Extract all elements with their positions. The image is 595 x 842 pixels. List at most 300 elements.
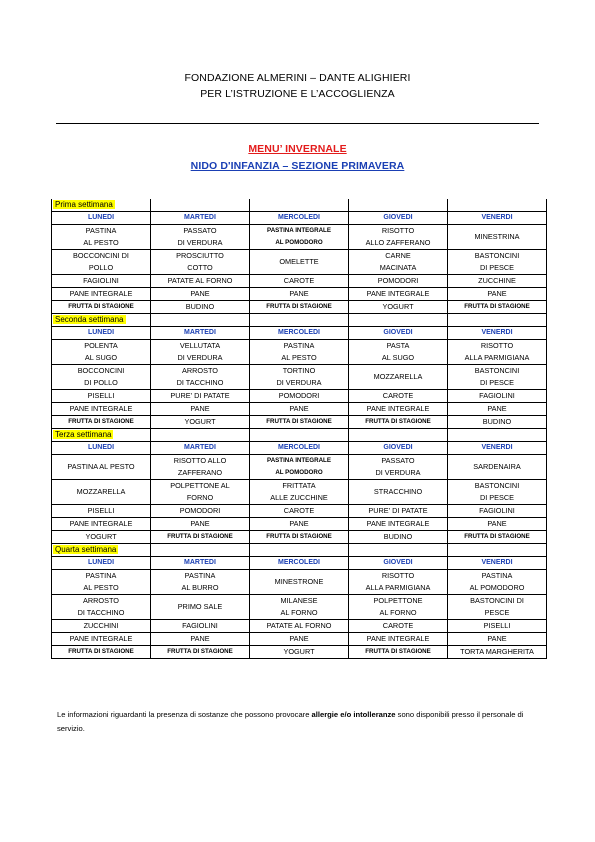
meal-cell [448, 301, 547, 314]
meal-text: POLENTA [84, 341, 118, 350]
meal-text: AL SUGO [84, 353, 118, 362]
meal-text: SARDENAIRA [473, 462, 521, 471]
menu-table [51, 199, 547, 659]
meal-text: CAROTE [382, 391, 414, 400]
meal-row [52, 518, 547, 531]
meal-row [52, 505, 547, 518]
meal-cell [52, 595, 151, 620]
week-label-row [52, 544, 547, 557]
meal-text: FRUTTA DI STAGIONE [464, 533, 530, 540]
meal-cell [151, 518, 250, 531]
header-line-1: FONDAZIONE ALMERINI – DANTE ALIGHIERI [184, 72, 411, 84]
meal-text: CAROTE [283, 506, 315, 515]
meal-text: DI VERDURA [375, 468, 421, 477]
meal-row [52, 403, 547, 416]
day-header: GIOVEDI [349, 212, 448, 225]
meal-text: ZAFFERANO [177, 468, 223, 477]
meal-cell [250, 250, 349, 275]
empty-cell [250, 199, 349, 212]
day-header: VENERDI [448, 212, 547, 225]
meal-text: POLPETTONE AL [170, 481, 230, 490]
meal-text: BASTONCINI [474, 366, 520, 375]
meal-text: FORNO [186, 493, 214, 502]
meal-text: PATATE AL FORNO [167, 276, 233, 285]
meal-row [52, 416, 547, 429]
meal-text: CARNE [385, 251, 411, 260]
meal-text: FAGIOLINI [479, 391, 515, 400]
meal-cell [52, 570, 151, 595]
day-header-row [52, 442, 547, 455]
day-header: LUNEDI [52, 212, 151, 225]
meal-text: DI PESCE [479, 378, 515, 387]
meal-text: FRUTTA DI STAGIONE [68, 648, 134, 655]
meal-text: POMODORI [377, 276, 419, 285]
meal-text: BUDINO [383, 532, 413, 541]
meal-row [52, 250, 547, 275]
empty-cell [349, 544, 448, 557]
meal-cell [349, 390, 448, 403]
meal-text: BUDINO [482, 417, 512, 426]
meal-text: ARROSTO [83, 596, 119, 605]
meal-cell [448, 225, 547, 250]
meal-text: FRUTTA DI STAGIONE [68, 418, 134, 425]
meal-text: DI VERDURA [276, 378, 322, 387]
week-label-row [52, 199, 547, 212]
meal-cell [448, 390, 547, 403]
day-header: MERCOLEDI [250, 327, 349, 340]
empty-cell [250, 544, 349, 557]
meal-cell [151, 480, 250, 505]
meal-text: FRUTTA DI STAGIONE [464, 303, 530, 310]
meal-text: STRACCHINO [373, 487, 423, 496]
meal-cell [52, 646, 151, 659]
day-header-row [52, 212, 547, 225]
meal-cell [349, 250, 448, 275]
meal-cell [151, 250, 250, 275]
week-label-cell [52, 544, 151, 557]
meal-cell [448, 646, 547, 659]
meal-text: PANE [289, 519, 309, 528]
meal-cell [52, 531, 151, 544]
meal-text: DI PESCE [479, 263, 515, 272]
meal-text: POLLO [88, 263, 114, 272]
meal-text: PANE [487, 289, 507, 298]
week-label: Quarta settimana [55, 545, 117, 554]
empty-cell [349, 429, 448, 442]
meal-text: FAGIOLINI [479, 506, 515, 515]
meal-text: ALLO ZAFFERANO [365, 238, 431, 247]
meal-row [52, 620, 547, 633]
meal-text: PASTINA INTEGRALE [267, 227, 331, 234]
meal-text: MINESTRINA [474, 232, 520, 241]
meal-text: POLPETTONE [373, 596, 423, 605]
meal-text: RISOTTO ALLO [173, 456, 227, 465]
meal-row [52, 531, 547, 544]
day-header: MARTEDI [151, 212, 250, 225]
meal-text: POMODORI [179, 506, 221, 515]
meal-cell [52, 403, 151, 416]
meal-text: YOGURT [85, 532, 117, 541]
meal-text: TORTINO [282, 366, 316, 375]
meal-text: PANE [190, 634, 210, 643]
meal-text: PASTINA AL PESTO [67, 462, 135, 471]
header-divider [56, 123, 539, 124]
meal-text: PANE [190, 289, 210, 298]
meal-cell [448, 480, 547, 505]
meal-text: PASTINA [481, 571, 513, 580]
day-header: GIOVEDI [349, 327, 448, 340]
meal-row [52, 480, 547, 505]
meal-cell [250, 620, 349, 633]
meal-cell [250, 225, 349, 250]
day-header-row [52, 557, 547, 570]
meal-cell [448, 595, 547, 620]
meal-cell [52, 225, 151, 250]
meal-text: RISOTTO [381, 226, 415, 235]
week-label-cell [52, 429, 151, 442]
meal-text: RISOTTO [480, 341, 514, 350]
meal-cell [448, 275, 547, 288]
day-header: MERCOLEDI [250, 442, 349, 455]
meal-cell [250, 365, 349, 390]
meal-text: PANE INTEGRALE [69, 404, 133, 413]
meal-text: POMODORI [278, 391, 320, 400]
meal-cell [349, 275, 448, 288]
empty-cell [151, 544, 250, 557]
meal-cell [52, 620, 151, 633]
meal-text: ARROSTO [182, 366, 218, 375]
meal-cell [250, 275, 349, 288]
meal-text: PANE INTEGRALE [69, 519, 133, 528]
meal-cell [151, 365, 250, 390]
meal-text: ALLA PARMIGIANA [365, 583, 431, 592]
empty-cell [448, 544, 547, 557]
meal-text: PANE INTEGRALE [366, 404, 430, 413]
meal-cell [250, 505, 349, 518]
meal-text: FRUTTA DI STAGIONE [68, 303, 134, 310]
meal-cell [250, 416, 349, 429]
meal-text: BUDINO [185, 302, 215, 311]
meal-cell [151, 455, 250, 480]
meal-text: YOGURT [283, 647, 315, 656]
meal-text: MINESTRONE [274, 577, 324, 586]
empty-cell [250, 314, 349, 327]
meal-cell [250, 340, 349, 365]
meal-row [52, 595, 547, 620]
meal-text: PANE INTEGRALE [366, 519, 430, 528]
week-label-cell [52, 199, 151, 212]
meal-text: PANE [289, 634, 309, 643]
meal-cell [349, 403, 448, 416]
meal-cell [448, 570, 547, 595]
meal-cell [349, 595, 448, 620]
meal-cell [250, 531, 349, 544]
meal-text: AL SUGO [381, 353, 415, 362]
meal-row [52, 365, 547, 390]
week-label: Terza settimana [55, 430, 112, 439]
meal-cell [448, 416, 547, 429]
meal-cell [349, 531, 448, 544]
meal-cell [349, 480, 448, 505]
empty-cell [448, 314, 547, 327]
day-header: VENERDI [448, 327, 547, 340]
meal-cell [349, 518, 448, 531]
meal-text: ALLE ZUCCHINE [270, 493, 328, 502]
meal-text: OMELETTE [279, 257, 319, 266]
meal-cell [448, 518, 547, 531]
day-header: GIOVEDI [349, 442, 448, 455]
meal-text: PURE' DI PATATE [368, 506, 428, 515]
meal-cell [151, 416, 250, 429]
meal-cell [448, 340, 547, 365]
meal-text: AL PESTO [281, 353, 317, 362]
empty-cell [349, 314, 448, 327]
meal-text: DI POLLO [84, 378, 118, 387]
meal-text: PANE INTEGRALE [366, 634, 430, 643]
day-header: GIOVEDI [349, 557, 448, 570]
meal-text: FAGIOLINI [83, 276, 119, 285]
meal-cell [448, 250, 547, 275]
meal-cell [151, 505, 250, 518]
meal-text: PASSATO [183, 226, 217, 235]
meal-cell [349, 301, 448, 314]
week-label-row [52, 429, 547, 442]
meal-cell [151, 340, 250, 365]
meal-cell [151, 390, 250, 403]
meal-text: PISELLI [87, 391, 115, 400]
meal-row [52, 301, 547, 314]
meal-cell [448, 403, 547, 416]
meal-text: MOZZARELLA [373, 372, 423, 381]
allergy-footnote [57, 708, 541, 736]
meal-text: ALLA PARMIGIANA [464, 353, 530, 362]
day-header-row [52, 327, 547, 340]
meal-cell [250, 390, 349, 403]
meal-cell [349, 416, 448, 429]
meal-cell [52, 633, 151, 646]
meal-cell [151, 288, 250, 301]
day-header: MARTEDI [151, 442, 250, 455]
meal-cell [52, 480, 151, 505]
meal-text: CAROTE [382, 621, 414, 630]
day-header: VENERDI [448, 557, 547, 570]
footnote-text-2: sono disponibili presso il personale di servizio. [57, 710, 524, 733]
meal-cell [349, 570, 448, 595]
meal-text: VELLUTATA [179, 341, 221, 350]
meal-text: YOGURT [382, 302, 414, 311]
empty-cell [349, 199, 448, 212]
meal-text: FRUTTA DI STAGIONE [167, 533, 233, 540]
meal-cell [151, 531, 250, 544]
day-header: LUNEDI [52, 442, 151, 455]
meal-text: PASTINA INTEGRALE [267, 457, 331, 464]
meal-cell [151, 275, 250, 288]
meal-row [52, 288, 547, 301]
meal-text: BOCCONCINI [77, 366, 125, 375]
meal-cell [448, 620, 547, 633]
meal-text: BASTONCINI DI [470, 596, 524, 605]
meal-text: AL POMODORO [275, 239, 323, 246]
meal-cell [52, 518, 151, 531]
meal-text: PESCE [484, 608, 510, 617]
menu-title: MENU’ INVERNALE [248, 143, 347, 155]
meal-text: PISELLI [87, 506, 115, 515]
meal-cell [52, 250, 151, 275]
meal-row [52, 225, 547, 250]
meal-text: PASTA [386, 341, 410, 350]
meal-text: FAGIOLINI [182, 621, 218, 630]
meal-cell [151, 403, 250, 416]
meal-cell [250, 480, 349, 505]
meal-cell [52, 455, 151, 480]
meal-text: DI PESCE [479, 493, 515, 502]
meal-text: PANE [487, 634, 507, 643]
meal-text: MACINATA [379, 263, 417, 272]
meal-text: AL POMODORO [469, 583, 525, 592]
header-line-2: PER L’ISTRUZIONE E L’ACCOGLIENZA [200, 88, 395, 100]
meal-text: AL PESTO [83, 238, 119, 247]
meal-text: AL FORNO [280, 608, 318, 617]
meal-cell [52, 505, 151, 518]
footnote-bold: allergie e/o intolleranze [311, 710, 396, 719]
meal-cell [52, 340, 151, 365]
meal-text: PROSCIUTTO [176, 251, 224, 260]
meal-row [52, 455, 547, 480]
footnote-text-1: Le informazioni riguardanti la presenza di sostanze che possono provocare [57, 710, 312, 719]
meal-cell [52, 275, 151, 288]
meal-text: DI VERDURA [177, 238, 223, 247]
meal-cell [448, 531, 547, 544]
meal-cell [250, 646, 349, 659]
meal-cell [349, 646, 448, 659]
meal-cell [52, 390, 151, 403]
meal-text: DI TACCHINO [77, 608, 125, 617]
meal-row [52, 340, 547, 365]
meal-text: PASTINA [85, 571, 117, 580]
meal-row [52, 390, 547, 403]
meal-cell [52, 365, 151, 390]
meal-cell [151, 595, 250, 620]
meal-cell [52, 416, 151, 429]
meal-cell [52, 288, 151, 301]
meal-text: BASTONCINI [474, 481, 520, 490]
day-header: MERCOLEDI [250, 212, 349, 225]
meal-text: PRIMO SALE [177, 602, 223, 611]
meal-text: FRUTTA DI STAGIONE [167, 648, 233, 655]
meal-text: PURE' DI PATATE [170, 391, 230, 400]
meal-text: PANE INTEGRALE [69, 289, 133, 298]
week-label-row [52, 314, 547, 327]
day-header: MERCOLEDI [250, 557, 349, 570]
menu-subtitle: NIDO D'INFANZIA – SEZIONE PRIMAVERA [190, 160, 405, 172]
day-header: LUNEDI [52, 557, 151, 570]
day-header: VENERDI [448, 442, 547, 455]
meal-cell [250, 518, 349, 531]
meal-row [52, 633, 547, 646]
week-label: Seconda settimana [55, 315, 124, 324]
meal-text: BASTONCINI [474, 251, 520, 260]
meal-cell [151, 301, 250, 314]
meal-text: FRITTATA [282, 481, 316, 490]
meal-row [52, 646, 547, 659]
meal-text: AL BURRO [181, 583, 219, 592]
day-header: LUNEDI [52, 327, 151, 340]
meal-text: FRUTTA DI STAGIONE [266, 533, 332, 540]
meal-text: DI TACCHINO [176, 378, 224, 387]
meal-text: FRUTTA DI STAGIONE [365, 418, 431, 425]
meal-cell [151, 620, 250, 633]
meal-cell [448, 288, 547, 301]
meal-text: AL FORNO [379, 608, 417, 617]
meal-text: FRUTTA DI STAGIONE [365, 648, 431, 655]
meal-text: PANE [190, 404, 210, 413]
meal-text: TORTA MARGHERITA [460, 647, 534, 656]
meal-cell [349, 365, 448, 390]
empty-cell [151, 429, 250, 442]
day-header: MARTEDI [151, 327, 250, 340]
meal-cell [250, 301, 349, 314]
meal-text: PANE [289, 404, 309, 413]
empty-cell [448, 429, 547, 442]
meal-text: ZUCCHINE [478, 276, 516, 285]
meal-text: PANE INTEGRALE [69, 634, 133, 643]
meal-cell [250, 633, 349, 646]
meal-cell [250, 403, 349, 416]
meal-text: MILANESE [280, 596, 318, 605]
meal-text: PASSATO [381, 456, 415, 465]
meal-cell [349, 620, 448, 633]
empty-cell [151, 199, 250, 212]
meal-row [52, 570, 547, 595]
meal-cell [448, 505, 547, 518]
day-header: MARTEDI [151, 557, 250, 570]
meal-text: FRUTTA DI STAGIONE [266, 418, 332, 425]
meal-cell [151, 633, 250, 646]
meal-text: CAROTE [283, 276, 315, 285]
meal-cell [448, 455, 547, 480]
meal-text: PASTINA [184, 571, 216, 580]
meal-text: FRUTTA DI STAGIONE [266, 303, 332, 310]
meal-text: PISELLI [483, 621, 511, 630]
meal-text: BOCCONCINI DI [73, 251, 129, 260]
meal-cell [349, 340, 448, 365]
meal-text: YOGURT [184, 417, 216, 426]
meal-text: PANE [487, 404, 507, 413]
meal-text: PANE [190, 519, 210, 528]
meal-text: AL POMODORO [275, 469, 323, 476]
meal-row [52, 275, 547, 288]
meal-cell [349, 225, 448, 250]
meal-cell [349, 455, 448, 480]
meal-cell [151, 646, 250, 659]
meal-text: COTTO [187, 263, 213, 272]
meal-text: PANE [487, 519, 507, 528]
meal-text: AL PESTO [83, 583, 119, 592]
meal-cell [349, 633, 448, 646]
meal-text: PASTINA [85, 226, 117, 235]
meal-cell [151, 225, 250, 250]
meal-cell [349, 505, 448, 518]
meal-cell [448, 633, 547, 646]
meal-cell [52, 301, 151, 314]
meal-cell [349, 288, 448, 301]
empty-cell [448, 199, 547, 212]
meal-cell [448, 365, 547, 390]
meal-text: MOZZARELLA [76, 487, 126, 496]
meal-text: PANE [289, 289, 309, 298]
meal-cell [250, 595, 349, 620]
meal-text: PANE INTEGRALE [366, 289, 430, 298]
